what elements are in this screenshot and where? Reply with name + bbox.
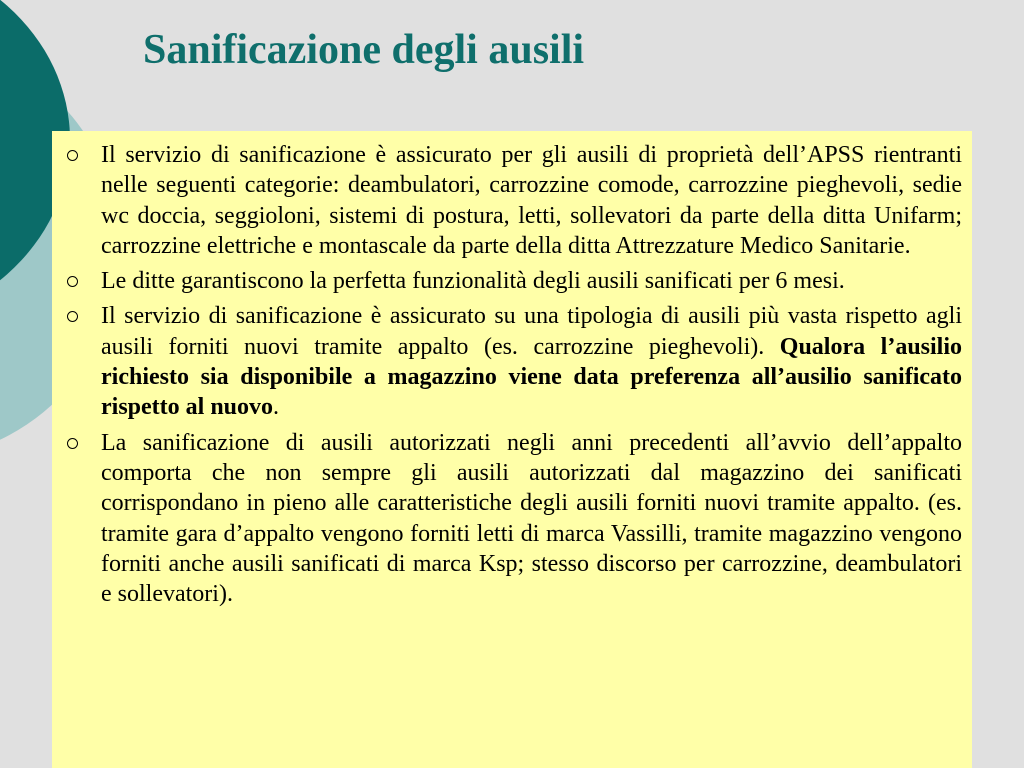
slide-title: Sanificazione degli ausili [143,27,585,73]
hollow-circle-bullet-icon [67,311,78,322]
bullet-item [52,428,962,610]
bullet-item [52,266,962,296]
content-box [52,131,972,768]
bullet-tail-text: . [273,394,280,421]
bullet-text: La sanificazione di ausili autorizzati negli anni precedenti all’avvio dell’appalto comporta che non sempre gli ausili autorizzati dal magazzino dei sanificati corrispondano in pieno alle caratteristiche degli ausili forniti nuovi tramite appalto. (es. tramite gara d’appalto vengono forniti letti di marca Vassilli, tramite magazzino vengono forniti anche ausili sanificati di marca Ksp; stesso discorso per carrozzine, deambulatori e sollevatori). [101,429,962,608]
bullet-item [52,301,962,422]
bullet-text: Le ditte garantiscono la perfetta funzionalità degli ausili sanificati per 6 mesi. [101,268,845,295]
bullet-list [52,131,972,609]
hollow-circle-bullet-icon [67,276,78,287]
hollow-circle-bullet-icon [67,150,78,161]
bullet-bold-text: Qualora l’ausilio richiesto sia disponibile a magazzino viene data preferenza all’ausilio sanificato rispetto al nuovo [101,333,963,421]
hollow-circle-bullet-icon [67,438,78,449]
bullet-text: Il servizio di sanificazione è assicurato su una tipologia di ausili più vasta rispetto agli ausili forniti nuovi tramite appalto (es. carrozzine pieghevoli). [101,303,962,360]
bullet-item [52,140,962,261]
bullet-text: Il servizio di sanificazione è assicurato per gli ausili di proprietà dell’APSS rientranti nelle seguenti categorie: deambulatori, carrozzine comode, carrozzine pieghevoli, sedie wc doccia, seggioloni, sistemi di postura, letti, sollevatori da parte della ditta Unifarm; carrozzine elettriche e montascale da parte della ditta Attrezzature Medico Sanitarie. [101,142,962,259]
